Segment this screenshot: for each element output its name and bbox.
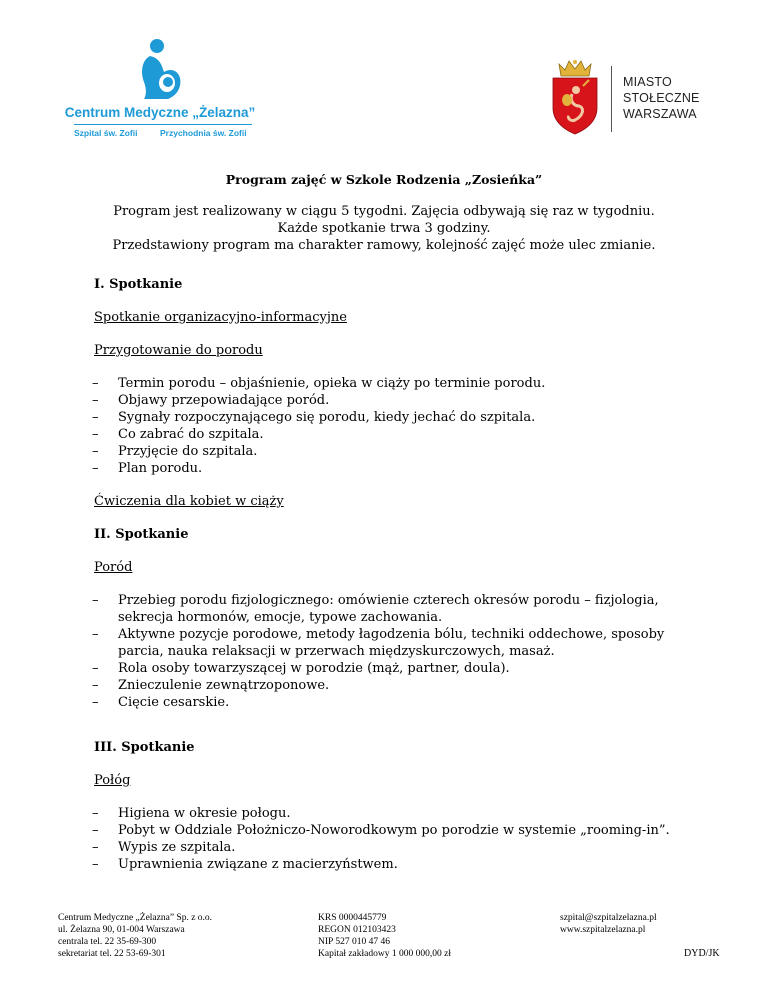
footer-line: sekretariat tel. 22 53-69-301 [58, 949, 166, 959]
spacer [94, 727, 704, 739]
footer-email[interactable]: szpital@szpitalzelazna.pl [560, 913, 657, 923]
program-content [94, 276, 704, 889]
footer-line: Centrum Medyczne „Żelazna” Sp. z o.o. [58, 913, 213, 923]
list-item: – Aktywne pozycje porodowe, metody łagodzenia bólu, techniki oddechowe, sposoby parcia, nauka relaksacji w przerwach międzyskurczowych, masaż. [94, 626, 704, 660]
city-line-3: WARSZAWA [623, 107, 697, 121]
list-item: – Pobyt w Oddziale Położniczo-Noworodkowym po porodzie w systemie „rooming-in”. [94, 822, 704, 839]
list-item: – Przyjęcie do szpitala. [94, 443, 704, 460]
warsaw-logo [545, 58, 715, 140]
logo-divider [74, 124, 252, 125]
intro-line: Przedstawiony program ma charakter ramowy, kolejność zajęć może ulec zmianie. [112, 238, 656, 253]
subsection-preparation: Przygotowanie do porodu [94, 343, 263, 358]
footer-line: NIP 527 010 47 46 [318, 937, 390, 947]
list-item: – Uprawnienia związane z macierzyństwem. [94, 856, 704, 873]
list-item: – Przebieg porodu fizjologicznego: omówienie czterech okresów porodu – fizjologia, sekrecja hormonów, emocje, typowe zachowania. [94, 592, 704, 626]
footer-line: Kapitał zakładowy 1 000 000,00 zł [318, 949, 451, 959]
section-title-3: III. Spotkanie [94, 740, 195, 755]
footer-line: ul. Żelazna 90, 01-004 Warszawa [58, 925, 185, 935]
section-title-1: I. Spotkanie [94, 277, 183, 292]
section-1-list [94, 375, 704, 477]
warsaw-crest-icon [545, 58, 605, 142]
section-title-2: II. Spotkanie [94, 527, 189, 542]
subsection-exercises: Ćwiczenia dla kobiet w ciąży [94, 494, 284, 509]
document-title: Program zajęć w Szkole Rodzenia „Zosieńka” [225, 172, 543, 187]
footer-registry [318, 912, 451, 960]
city-line-1: MIASTO [623, 75, 672, 89]
intro-line: Każde spotkanie trwa 3 godziny. [277, 221, 491, 236]
footer-line: KRS 0000445779 [318, 913, 387, 923]
city-line-2: STOŁECZNE [623, 91, 700, 105]
list-item: – Wypis ze szpitala. [94, 839, 704, 856]
logo-name: Centrum Medyczne „Żelazna” [64, 105, 256, 120]
list-item: – Sygnały rozpoczynającego się porodu, kiedy jechać do szpitala. [94, 409, 704, 426]
header-divider [611, 66, 612, 132]
footer-website[interactable]: www.szpitalzelazna.pl [560, 925, 646, 935]
subsection-organizational: Spotkanie organizacyjno-informacyjne [94, 310, 347, 325]
list-item: – Cięcie cesarskie. [94, 694, 704, 711]
subsection-birth: Poród [94, 560, 133, 575]
list-item: – Higiena w okresie połogu. [94, 805, 704, 822]
list-item: – Objawy przepowiadające poród. [94, 392, 704, 409]
list-item: – Co zabrać do szpitala. [94, 426, 704, 443]
list-item: – Termin porodu – objaśnienie, opieka w ciąży po terminie porodu. [94, 375, 704, 392]
logo-sub-clinic: Przychodnia św. Zofii [160, 128, 247, 138]
centrum-medyczne-logo [60, 38, 260, 138]
footer-line: centrala tel. 22 35-69-300 [58, 937, 157, 947]
footer-company [58, 912, 212, 960]
subsection-postpartum: Połóg [94, 773, 131, 788]
list-item: – Rola osoby towarzyszącej w porodzie (mąż, partner, doula). [94, 660, 704, 677]
intro-line: Program jest realizowany w ciągu 5 tygodni. Zajęcia odbywają się raz w tygodniu. [113, 204, 655, 219]
logo-sub-hospital: Szpital św. Zofii [74, 128, 138, 138]
document-code: DYD/JK [684, 948, 720, 959]
section-3-list [94, 805, 704, 873]
list-item: – Znieczulenie zewnątrzoponowe. [94, 677, 704, 694]
city-name [623, 74, 700, 122]
intro-paragraph [0, 203, 768, 254]
list-item: – Plan porodu. [94, 460, 704, 477]
footer-line: REGON 012103423 [318, 925, 396, 935]
section-2-list [94, 592, 704, 711]
footer-contact [560, 912, 657, 936]
